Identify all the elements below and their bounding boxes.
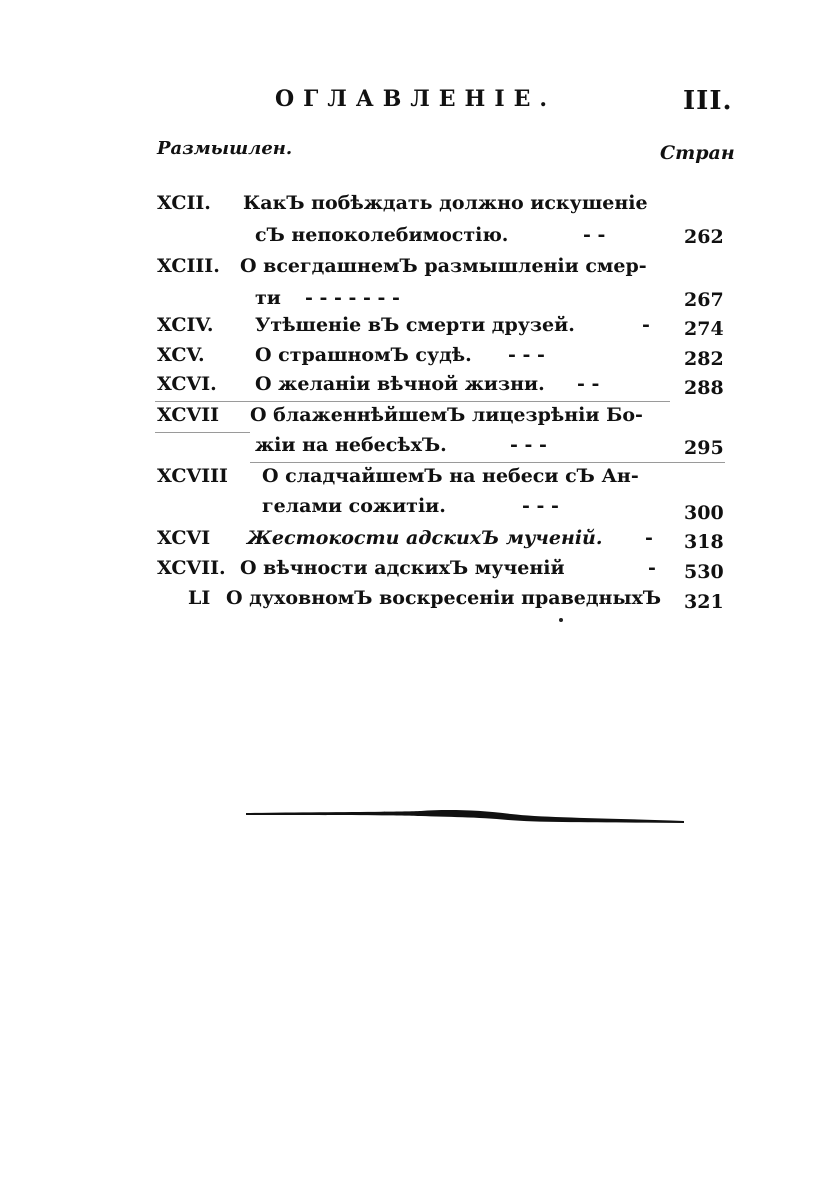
entry-leader: - <box>645 527 653 549</box>
entry-page: 295 <box>684 437 724 459</box>
entry-number: XCIII. <box>157 255 220 277</box>
entry-leader: - - - <box>508 344 545 366</box>
entry-page: 530 <box>684 561 724 583</box>
entry-number: XCVII <box>157 404 220 426</box>
entry-leader: - <box>648 557 656 579</box>
divider <box>250 462 725 463</box>
entry-leader: - - - - - - - <box>305 287 400 309</box>
divider <box>155 401 670 402</box>
entry-title-line1: Утѣшенiе вЪ смерти друзей. <box>255 314 575 336</box>
entry-title-line1: О блаженнѣйшемЪ лицезрѣнiи Бо- <box>250 404 643 426</box>
entry-number: XCVII. <box>157 557 226 579</box>
entry-page: 267 <box>684 289 724 311</box>
entry-page: 300 <box>684 502 724 524</box>
entry-number: XCVI. <box>157 373 217 395</box>
ink-mark <box>559 618 563 622</box>
column-header-left: Размышлен. <box>157 138 293 159</box>
entry-title-line2: жiи на небесѣхЪ. <box>255 434 447 456</box>
entry-page: 288 <box>684 377 724 399</box>
column-header-right: Стран <box>660 142 735 164</box>
page-title: ОГЛАВЛЕНIЕ. <box>275 86 557 112</box>
entry-number: XCV. <box>157 344 205 366</box>
entry-leader: - - - <box>510 434 547 456</box>
entry-page: 274 <box>684 318 724 340</box>
entry-title-line1: О желанiи вѣчной жизни. <box>255 373 545 395</box>
entry-title-line1: О духовномЪ воскресенiи праведныхЪ <box>226 587 662 609</box>
entry-title-line2: ти <box>255 287 281 309</box>
entry-title-line1: О сладчайшемЪ на небеси сЪ Ан- <box>262 465 639 487</box>
entry-title-line1: КакЪ побѣждать должно искушенiе <box>243 192 648 214</box>
entry-leader: - - <box>583 224 606 246</box>
entry-number: LI <box>188 587 211 609</box>
page-number: III. <box>683 86 733 116</box>
ornamental-rule <box>246 806 684 828</box>
entry-page: 282 <box>684 348 724 370</box>
divider <box>155 432 250 433</box>
entry-title-line2: гелами сожитiи. <box>262 495 446 517</box>
entry-page: 318 <box>684 531 724 553</box>
entry-title-line1: Жестокости адскихЪ мученiй. <box>247 527 603 549</box>
entry-title-line1: О вѣчности адскихЪ мученiй <box>240 557 565 579</box>
entry-leader: - - <box>577 373 600 395</box>
entry-title-line2: сЪ непоколебимостiю. <box>255 224 509 246</box>
entry-number: XCVI <box>157 527 211 549</box>
entry-page: 262 <box>684 226 724 248</box>
entry-title-line1: О всегдашнемЪ размышленiи смер- <box>240 255 647 277</box>
entry-title-line1: О страшномЪ судѣ. <box>255 344 472 366</box>
entry-page: 321 <box>684 591 724 613</box>
entry-number: XCII. <box>157 192 211 214</box>
entry-number: XCVIII <box>157 465 228 487</box>
entry-leader: - - - <box>522 495 559 517</box>
entry-number: XCIV. <box>157 314 214 336</box>
entry-leader: - <box>642 314 650 336</box>
